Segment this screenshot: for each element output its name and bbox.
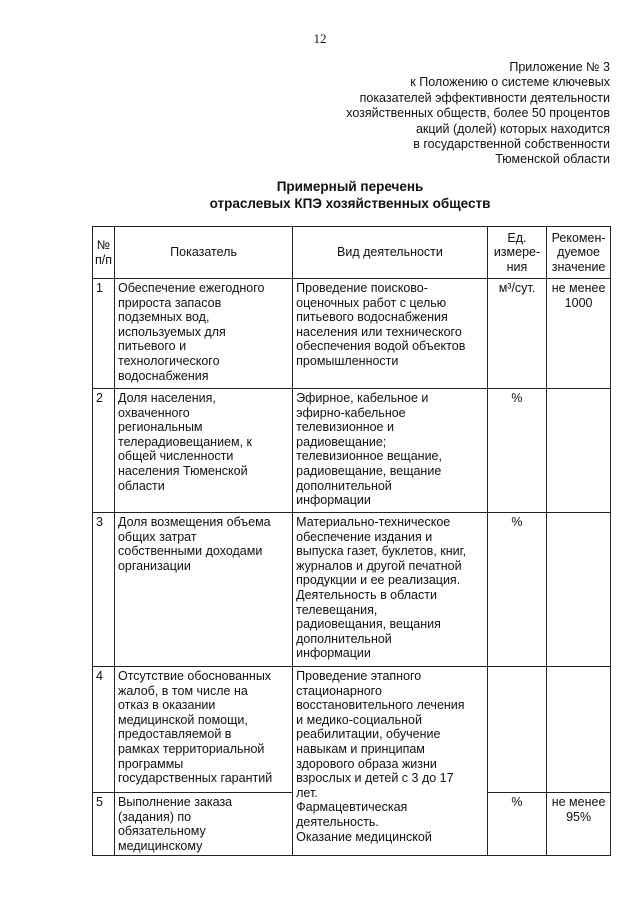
cell-line: охваченного xyxy=(117,405,190,420)
cell-line: отказ в оказании xyxy=(117,698,216,713)
header-text: Рекомен- xyxy=(551,230,606,245)
appendix-line: Приложение № 3 xyxy=(509,60,610,74)
cell-unit: м³/сут. xyxy=(487,279,546,389)
cell-line: общей численности xyxy=(117,449,234,464)
cell-line: телевещания, xyxy=(296,602,378,617)
cell-line: используемых для xyxy=(117,324,226,339)
cell-unit: % xyxy=(487,513,546,667)
kpi-table xyxy=(92,226,611,856)
cell-line: технологического xyxy=(117,353,220,368)
appendix-line: в государственной собственности xyxy=(413,137,610,152)
cell-line: промышленности xyxy=(296,353,399,368)
title-line: Примерный перечень xyxy=(276,179,424,194)
cell-line: телевизионное вещание, xyxy=(296,449,442,464)
appendix-line: хозяйственных обществ, более 50 процентов xyxy=(346,106,610,121)
cell-value xyxy=(547,513,611,667)
cell-line: Проведение поисково- xyxy=(296,281,428,295)
cell-line: восстановительного лечения xyxy=(296,698,465,713)
table-row xyxy=(93,389,611,513)
cell-indicator xyxy=(114,793,292,856)
header-text: дуемое xyxy=(557,245,601,260)
cell-line: Фармацевтическая xyxy=(296,800,408,815)
cell-line: общих затрат xyxy=(117,529,197,544)
cell-activity xyxy=(293,513,488,667)
cell-line: региональным xyxy=(117,420,203,435)
cell-line: водоснабжения xyxy=(117,368,209,383)
cell-line: Доля возмещения объема xyxy=(117,515,271,529)
cell-line: Эфирное, кабельное и xyxy=(296,391,429,405)
cell-num: 5 xyxy=(93,793,115,856)
cell-line: подземных вод, xyxy=(117,310,210,325)
cell-num: 1 xyxy=(93,279,115,389)
cell-line: Оказание медицинской xyxy=(296,829,432,844)
cell-activity xyxy=(293,279,488,389)
header-activity: Вид деятельности xyxy=(293,227,488,279)
cell-line: населения Тюменской xyxy=(117,463,248,478)
cell-line: продукции и ее реализация. xyxy=(296,573,461,588)
cell-indicator xyxy=(114,667,292,793)
document-title xyxy=(0,178,640,212)
cell-line: 1000 xyxy=(564,295,593,310)
cell-line: области xyxy=(117,478,165,493)
cell-line: обязательному xyxy=(117,824,206,839)
cell-line: выпуска газет, буклетов, книг, xyxy=(296,544,467,559)
cell-indicator xyxy=(114,513,292,667)
cell-line: дополнительной xyxy=(296,478,392,493)
cell-line: питьевого и xyxy=(117,339,187,354)
cell-line: телерадиовещанием, к xyxy=(117,434,253,449)
cell-line: реабилитации, обучение xyxy=(296,727,441,742)
cell-line: (задания) по xyxy=(117,809,192,824)
cell-line: и медико-социальной xyxy=(296,712,422,727)
page-number: 12 xyxy=(313,31,327,46)
cell-line: 95% xyxy=(566,809,592,824)
cell-line: организации xyxy=(117,558,191,573)
cell-line: радиовещание; xyxy=(296,434,387,449)
header-unit xyxy=(487,227,546,279)
header-text: п/п xyxy=(95,252,113,267)
cell-line: обеспечения водой объектов xyxy=(296,339,466,354)
cell-line: оценочных работ с целью xyxy=(296,295,447,310)
header-text: Ед. xyxy=(507,230,527,245)
cell-unit xyxy=(487,667,546,793)
cell-line: здорового образа жизни xyxy=(296,756,437,771)
table-row xyxy=(93,513,611,667)
cell-line: радиовещания, вещания xyxy=(296,617,441,632)
cell-value xyxy=(547,389,611,513)
cell-line: информации xyxy=(296,493,371,508)
header-text: ния xyxy=(506,259,528,274)
cell-line: журналов и другой печатной xyxy=(296,558,462,573)
appendix-line: Тюменской области xyxy=(495,152,610,167)
table-header-row xyxy=(93,227,611,279)
cell-line: обеспечение издания и xyxy=(296,529,433,544)
cell-line: собственными доходами xyxy=(117,544,263,559)
appendix-header xyxy=(290,60,610,168)
cell-line: радиовещание, вещание xyxy=(296,463,442,478)
cell-line: Деятельность в области xyxy=(296,587,437,602)
cell-line: предоставляемой в xyxy=(117,727,232,742)
cell-line: не менее xyxy=(551,281,606,295)
cell-line: телевизионное и xyxy=(296,420,394,435)
cell-line: Проведение этапного xyxy=(296,669,422,683)
header-indicator: Показатель xyxy=(114,227,292,279)
cell-line: Доля населения, xyxy=(117,391,216,405)
cell-line: рамках территориальной xyxy=(117,741,265,756)
title-line: отраслевых КПЭ хозяйственных обществ xyxy=(209,196,491,211)
cell-indicator xyxy=(114,389,292,513)
cell-line: медицинской помощи, xyxy=(117,712,248,727)
cell-line: населения или технического xyxy=(296,324,462,339)
table-row xyxy=(93,279,611,389)
table-row xyxy=(93,667,611,793)
cell-unit: % xyxy=(487,389,546,513)
cell-value xyxy=(547,667,611,793)
cell-line: стационарного xyxy=(296,683,382,698)
cell-num: 4 xyxy=(93,667,115,793)
appendix-line: акций (долей) которых находится xyxy=(415,121,610,136)
header-text: измере- xyxy=(493,245,541,260)
cell-activity xyxy=(293,667,488,856)
cell-line: эфирно-кабельное xyxy=(296,405,406,420)
cell-line: Выполнение заказа xyxy=(117,795,233,809)
cell-unit: % xyxy=(487,793,546,856)
appendix-line: показателей эффективности деятельности xyxy=(359,90,610,105)
header-text: значение xyxy=(551,259,606,274)
cell-indicator xyxy=(114,279,292,389)
cell-line: Обеспечение ежегодного xyxy=(117,281,265,295)
cell-line: не менее xyxy=(551,795,606,809)
header-num xyxy=(93,227,115,279)
cell-line: дополнительной xyxy=(296,631,392,646)
cell-activity xyxy=(293,389,488,513)
cell-line: Отсутствие обоснованных xyxy=(117,669,272,683)
cell-value xyxy=(547,279,611,389)
cell-value xyxy=(547,793,611,856)
cell-line: программы xyxy=(117,756,184,771)
header-text: № xyxy=(96,237,111,252)
cell-line: лет. xyxy=(296,785,318,800)
cell-num: 3 xyxy=(93,513,115,667)
cell-line: навыкам и принципам xyxy=(296,741,425,756)
cell-num: 2 xyxy=(93,389,115,513)
cell-line: деятельность. xyxy=(296,814,379,829)
cell-line: информации xyxy=(296,646,371,661)
cell-line: прироста запасов xyxy=(117,295,222,310)
cell-line: питьевого водоснабжения xyxy=(296,310,448,325)
header-value xyxy=(547,227,611,279)
cell-line: медицинскому xyxy=(117,838,203,853)
cell-line: жалоб, в том числе на xyxy=(117,683,248,698)
cell-line: Материально-техническое xyxy=(296,515,451,529)
appendix-line: к Положению о системе ключевых xyxy=(410,75,610,90)
cell-line: взрослых и детей с 3 до 17 xyxy=(296,771,454,786)
cell-line: государственных гарантий xyxy=(117,771,273,786)
